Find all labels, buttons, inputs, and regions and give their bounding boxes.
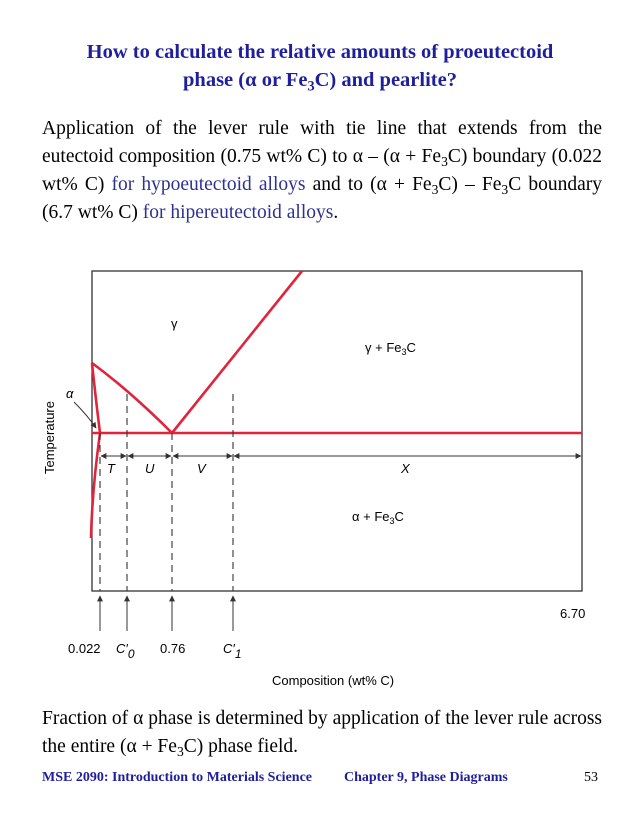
tick-076: 0.76: [160, 641, 186, 656]
alpha-callout-arrow: [74, 402, 96, 428]
phase-diagram: [40, 266, 600, 696]
plot-frame: [92, 271, 582, 591]
gamma-fe3c-label: $\gamma + Fe_3C$: [365, 340, 416, 357]
segment-u-label: U: [145, 461, 155, 476]
segment-x-label: X: [401, 461, 410, 476]
temperature-axis-label: Temperature: [42, 401, 57, 474]
segment-t-label: T: [107, 461, 115, 476]
conclusion-paragraph: Fraction of α phase is determined by application of the lever rule across the entire $(\alpha + Fe_3C)$ phase field.: [42, 708, 603, 760]
composition-lines: [100, 394, 233, 591]
phase-boundaries: [91, 271, 582, 538]
a3-line: [92, 363, 172, 433]
intro-paragraph: Application of the lever rule with tie line that extends from the eutectoid composition (0.75 wt% C) to $\alpha - (\alpha + Fe_3C)$ boundary (0.022 wt% C) for hypoeutectoid alloys and to $(\alpha + Fe_3C) - Fe_3C$ boundary (6.7 wt% C) for hipereutectoid alloys.: [42, 118, 603, 223]
alpha-boundary-upper: [92, 363, 100, 433]
page-number: 53: [584, 770, 598, 785]
alpha-label: α: [66, 386, 74, 401]
title-line-1: How to calculate the relative amounts of proeutectoid: [86, 41, 554, 63]
course-name: MSE 2090: Introduction to Materials Science: [42, 770, 312, 785]
segment-v-label: V: [197, 461, 206, 476]
acm-line: [172, 271, 302, 433]
alpha-fe3c-label: $\alpha + Fe_3C$: [352, 509, 404, 526]
tick-c0: C′0: [116, 641, 135, 661]
hypoeutectoid-note: for hypoeutectoid alloys: [111, 174, 306, 195]
tick-670: 6.70: [560, 606, 586, 621]
slide-footer: [42, 770, 598, 790]
tick-c1: C′1: [223, 641, 242, 661]
title-line-2: phase (α or $Fe_3C$) and pearlite?: [183, 69, 457, 95]
chapter-name: Chapter 9, Phase Diagrams: [344, 770, 508, 785]
phase-diagram-figure: [40, 266, 600, 701]
composition-axis-label: Composition (wt% C): [272, 673, 395, 688]
tick-0022: 0.022: [68, 641, 101, 656]
hypereutectoid-note: for hipereutectoid alloys: [142, 202, 334, 223]
slide-title: [40, 38, 600, 94]
composition-arrows: [100, 596, 233, 631]
gamma-label: γ: [171, 316, 178, 331]
